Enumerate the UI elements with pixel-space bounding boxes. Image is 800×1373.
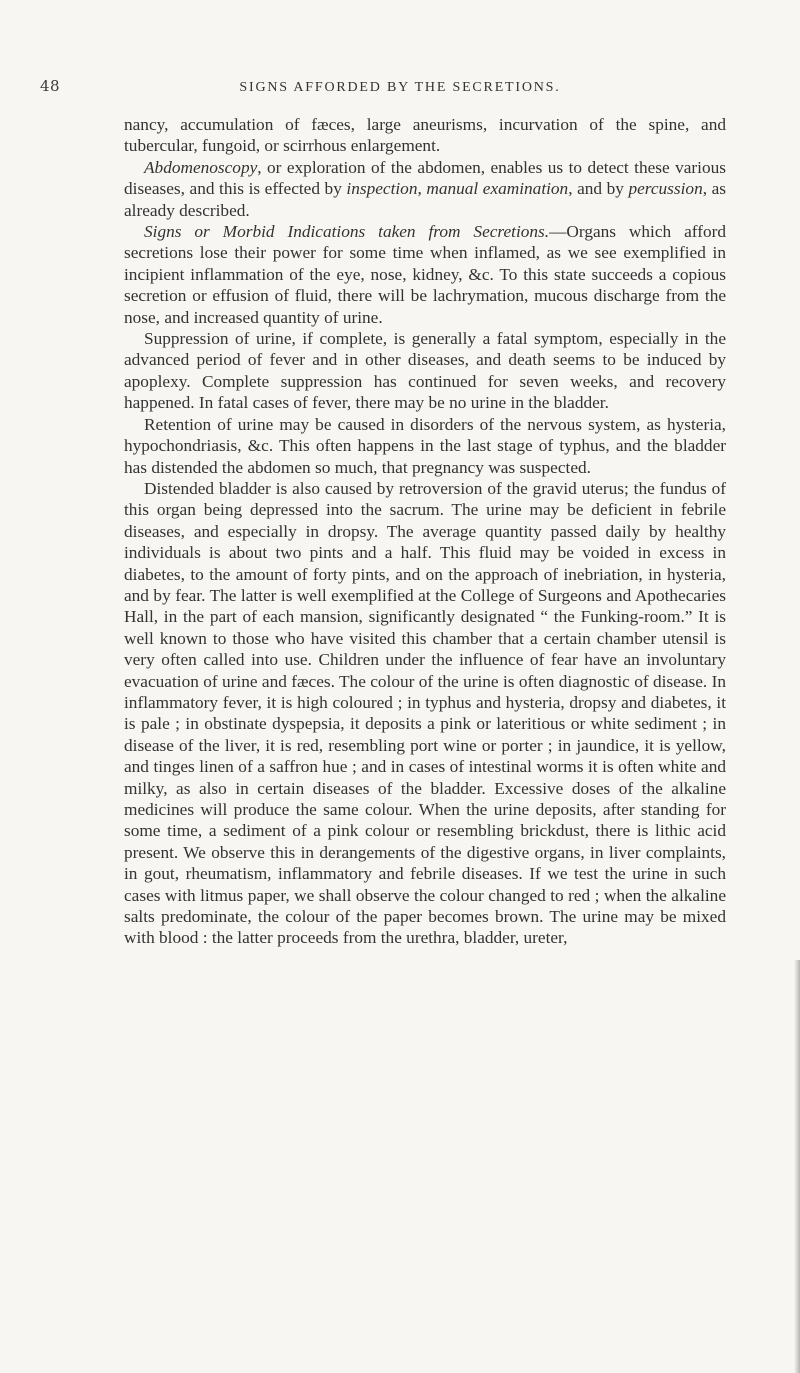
emphasis-inspection: inspection: [346, 179, 418, 199]
running-head: SIGNS AFFORDED BY THE SECRETIONS.: [239, 80, 561, 95]
paragraph-text: , or exploration of the abdomen, enables us to detect these various diseases, and this is effected by: [124, 157, 726, 199]
paragraph-text: , and by: [568, 179, 629, 199]
paragraph-retention: [124, 414, 726, 478]
page-number: 48: [40, 77, 61, 95]
paragraph-text: , as already described.: [124, 179, 727, 220]
paragraph-text: ,: [417, 179, 427, 199]
paragraph-text: Distended bladder is also caused by retroversion of the gravid uterus; the fundus of this organ being depressed into the sacrum. The urine may be deficient in febrile diseases, and especially in dropsy. The average quantity passed daily by healthy individuals is about two pints and a half. This fluid may be voided in excess in diabetes, to the amount of forty pints, and on the approach of inebriation, in hysteria, and by fear. The latter is well exemplified at the College of Surgeons and Apothecaries Hall, in the part of each mansion, significantly designated “ the Funking-room.” It is well known to those who have visited this chamber that a certain chamber utensil is very often called into use. Children under the influence of fear have an involuntary evacuation of urine and fæces. The colour of the urine is often diagnostic of disease. In inflammatory fever, it is high coloured ; in typhus and hysteria, dropsy and diabetes, it is pale ; in obstinate dyspepsia, it deposits a pink or lateritious or white sediment ; in disease of the liver, it is red, resembling port wine or porter ; in jaundice, it is yellow, and tinges linen of a saffron hue ; and in cases of intestinal worms it is often white and milky, as also in certain diseases of the bladder. Excessive doses of the alkaline medicines will produce the same colour. When the urine deposits, after standing for some time, a sediment of a pink colour or resembling brickdust, there is lithic acid present. We observe this in derangements of the digestive organs, in liver complaints, in gout, rheumatism, inflammatory and febrile diseases. If we test the urine in such cases with litmus paper, we shall observe the colour changed to red ; when the alkaline salts predominate, the colour of the paper becomes brown. The urine may be mixed with blood : the latter proceeds from the urethra, bladder, ureter,: [124, 478, 726, 948]
emphasis-percussion: percussion: [628, 179, 703, 199]
paragraph-text: —Organs which afford secretions lose their power for some time when inflamed, as we see exemplified in incipient inflammation of the eye, nose, kidney, &c. To this state succeeds a copious secretion or effusion of fluid, there will be lachrymation, mucous discharge from the nose, and increased quantity of urine.: [124, 222, 726, 327]
paragraph-abdomenoscopy: [124, 157, 726, 221]
paragraph-lead-term: Abdomenoscopy: [144, 157, 258, 177]
paragraph-secretions: [124, 221, 726, 328]
paragraph-suppression: [124, 328, 726, 414]
paragraph-text: nancy, accumulation of fæces, large aneurisms, incurvation of the spine, and tubercular, fungoid, or scirrhous enlargement.: [124, 115, 726, 156]
paragraph-continuation: [124, 114, 726, 157]
paragraph-text: Retention of urine may be caused in disorders of the nervous system, as hysteria, hypochondriasis, &c. This often happens in the last stage of typhus, and the bladder has distended the abdomen so much, that pregnancy was suspected.: [124, 414, 726, 477]
section-heading: Signs or Morbid Indications taken from Secretions.: [144, 222, 550, 242]
emphasis-manual-examination: manual examination: [426, 179, 569, 199]
page-header: [0, 77, 800, 101]
page-edge-shadow: [794, 960, 800, 1373]
body-text: [124, 114, 726, 949]
paragraph-distended-bladder: [124, 478, 726, 949]
paragraph-text: Suppression of urine, if complete, is generally a fatal symptom, especially in the advanced period of fever and in other diseases, and death seems to be induced by apoplexy. Complete suppression has continued for seven weeks, and recovery happened. In fatal cases of fever, there may be no urine in the bladder.: [124, 329, 726, 413]
